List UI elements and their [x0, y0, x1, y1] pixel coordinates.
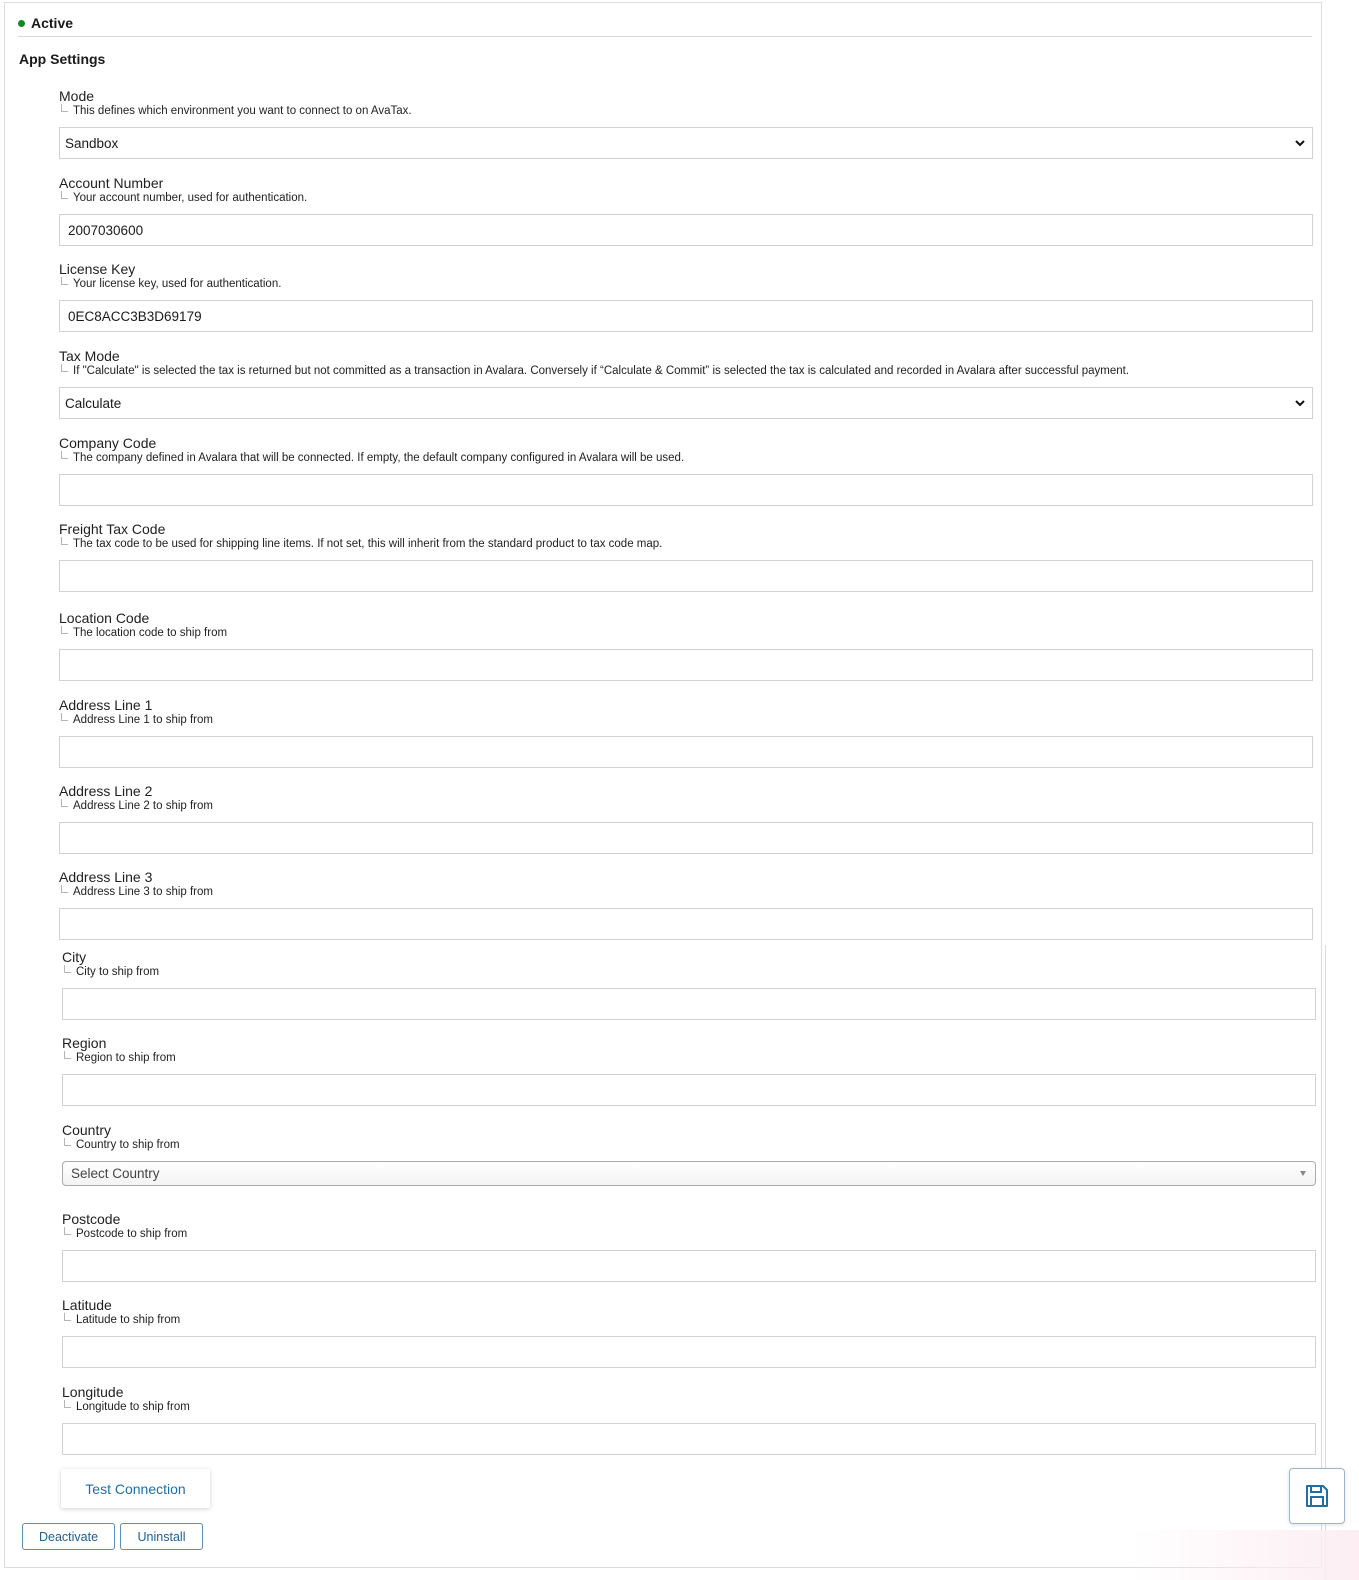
field-label: Postcode [62, 1211, 121, 1227]
field-description: Your license key, used for authentication. [59, 277, 1313, 291]
status-dot-icon [18, 20, 25, 27]
address-line-3-input[interactable] [59, 908, 1313, 940]
save-button[interactable] [1289, 1468, 1345, 1524]
field-longitude [62, 1384, 1316, 1414]
field-label: Longitude [62, 1384, 124, 1400]
field-description: Your account number, used for authentication. [59, 191, 1313, 205]
field-label: Country [62, 1122, 112, 1138]
field-country [62, 1122, 1316, 1181]
field-description: Latitude to ship from [62, 1313, 1316, 1327]
field-description: The tax code to be used for shipping line items. If not set, this will inherit from the standard product to tax code map. [59, 537, 1313, 551]
field-description: Address Line 2 to ship from [59, 799, 1313, 813]
license-key-input[interactable]: 0EC8ACC3B3D69179 [59, 300, 1313, 332]
dropdown-arrow-icon [1300, 1171, 1306, 1176]
chevron-down-icon [1294, 137, 1306, 149]
field-description: This defines which environment you want to connect to on AvaTax. [59, 104, 1313, 118]
description-hook-icon [64, 1400, 71, 1408]
description-hook-icon [64, 1227, 71, 1235]
field-label: Company Code [59, 435, 157, 451]
address-line-2-input[interactable] [59, 822, 1313, 854]
field-description: The location code to ship from [59, 626, 1313, 640]
field-label: Region [62, 1035, 107, 1051]
field-postcode [62, 1211, 1316, 1241]
address-line-1-input[interactable] [59, 736, 1313, 768]
field-description: Country to ship from [62, 1138, 1316, 1152]
description-hook-icon [61, 277, 68, 285]
field-company-code [59, 435, 1313, 465]
account-number-input[interactable]: 2007030600 [59, 214, 1313, 246]
field-label: Latitude [62, 1297, 112, 1313]
description-hook-icon [61, 191, 68, 199]
status-label: Active [31, 15, 74, 31]
field-label: Tax Mode [59, 348, 120, 364]
field-label: Mode [59, 88, 95, 104]
field-label: License Key [59, 261, 136, 277]
field-description: Longitude to ship from [62, 1400, 1316, 1414]
field-mode [59, 88, 1313, 151]
field-label: Location Code [59, 610, 150, 626]
description-hook-icon [64, 1138, 71, 1146]
field-description: The company defined in Avalara that will be connected. If empty, the default company configured in Avalara will be used. [59, 451, 1313, 465]
latitude-input[interactable] [62, 1336, 1316, 1368]
field-description: Address Line 3 to ship from [59, 885, 1313, 899]
uninstall-button[interactable]: Uninstall [120, 1523, 203, 1550]
field-address-line-3 [59, 869, 1313, 899]
test-connection-button[interactable]: Test Connection [61, 1469, 210, 1508]
field-description: If "Calculate" is selected the tax is returned but not committed as a transaction in Avalara. Conversely if “Calculate & Commit” is selected the tax is calculated and recorded in Avalara after successful payment. [59, 364, 1313, 378]
field-location-code [59, 610, 1313, 640]
postcode-input[interactable] [62, 1250, 1316, 1282]
field-description: Region to ship from [62, 1051, 1316, 1065]
description-hook-icon [64, 1313, 71, 1321]
description-hook-icon [61, 364, 68, 372]
description-hook-icon [61, 713, 68, 721]
region-input[interactable] [62, 1074, 1316, 1106]
field-description: Address Line 1 to ship from [59, 713, 1313, 727]
description-hook-icon [61, 626, 68, 634]
description-hook-icon [64, 1051, 71, 1059]
field-address-line-1 [59, 697, 1313, 727]
company-code-input[interactable] [59, 474, 1313, 506]
field-description: Postcode to ship from [62, 1227, 1316, 1241]
field-label: Freight Tax Code [59, 521, 166, 537]
field-freight-tax-code [59, 521, 1313, 551]
deactivate-button[interactable]: Deactivate [22, 1523, 115, 1550]
description-hook-icon [61, 537, 68, 545]
floppy-disk-icon [1304, 1483, 1330, 1509]
field-city [62, 949, 1316, 979]
field-region [62, 1035, 1316, 1065]
field-latitude [62, 1297, 1316, 1327]
freight-tax-code-input[interactable] [59, 560, 1313, 592]
mode-select[interactable]: Sandbox [59, 127, 1313, 159]
section-title: App Settings [19, 51, 106, 67]
field-address-line-2 [59, 783, 1313, 813]
field-label: City [62, 949, 87, 965]
tax-mode-select[interactable]: Calculate [59, 387, 1313, 419]
field-license-key [59, 261, 1313, 324]
longitude-input[interactable] [62, 1423, 1316, 1455]
location-code-input[interactable] [59, 649, 1313, 681]
field-tax-mode [59, 348, 1313, 411]
country-select[interactable]: Select Country [62, 1161, 1316, 1186]
description-hook-icon [61, 104, 68, 112]
decorative-fade [1130, 1530, 1359, 1580]
description-hook-icon [64, 965, 71, 973]
description-hook-icon [61, 885, 68, 893]
chevron-down-icon [1294, 397, 1306, 409]
divider [18, 36, 1312, 37]
status-indicator [18, 12, 73, 34]
description-hook-icon [61, 799, 68, 807]
field-account-number [59, 175, 1313, 238]
field-label: Address Line 3 [59, 869, 153, 885]
description-hook-icon [61, 451, 68, 459]
field-description: City to ship from [62, 965, 1316, 979]
field-label: Account Number [59, 175, 164, 191]
city-input[interactable] [62, 988, 1316, 1020]
field-label: Address Line 2 [59, 783, 153, 799]
field-label: Address Line 1 [59, 697, 153, 713]
